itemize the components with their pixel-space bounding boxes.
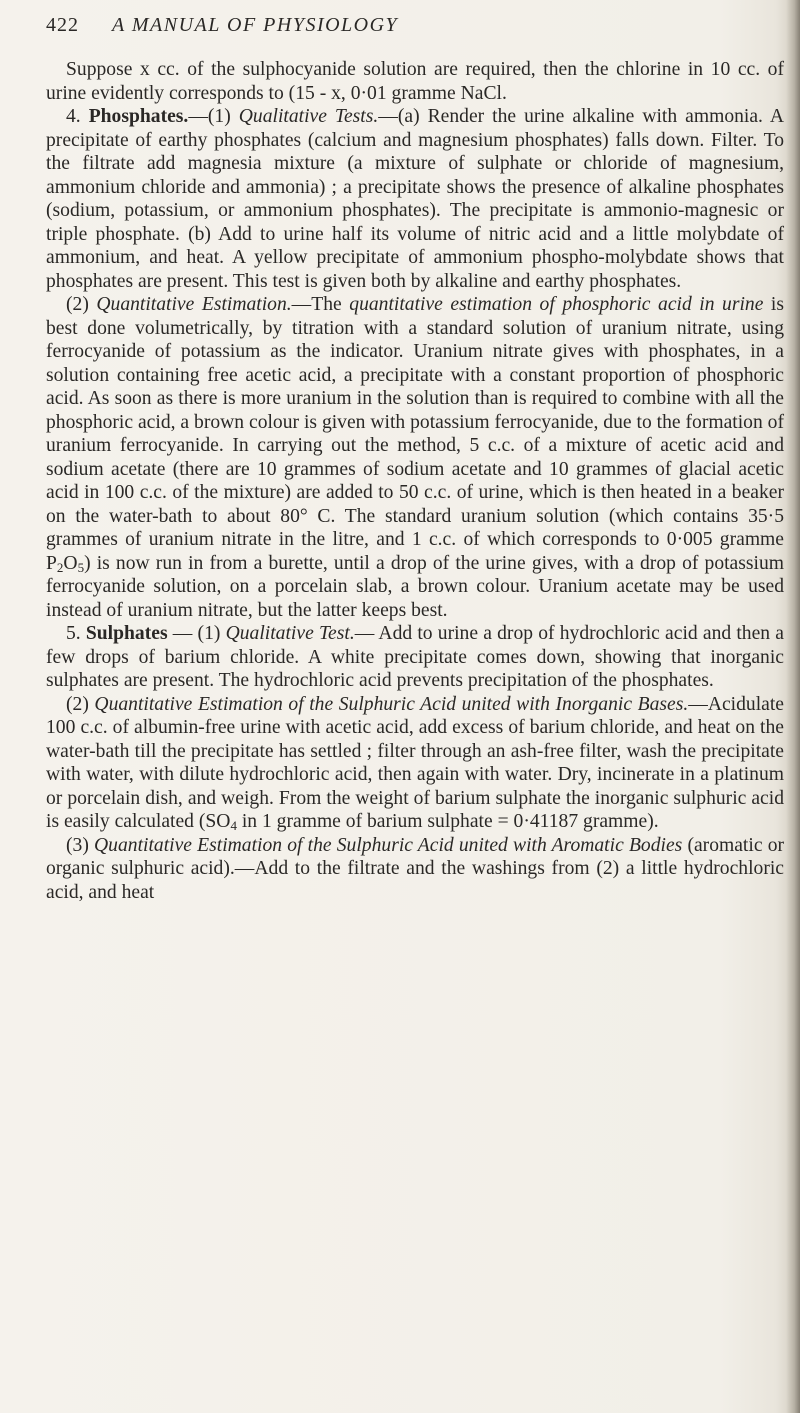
separator: — (1) <box>167 623 226 644</box>
subsection-number: (2) <box>66 693 95 715</box>
paragraph-chlorine-result <box>46 58 784 105</box>
formula-subscript: 5 <box>77 559 85 575</box>
paragraph-sulphates-aromatic <box>46 834 784 905</box>
running-title: A MANUAL OF PHYSIOLOGY <box>112 14 399 36</box>
paragraph-text: —(a) Render the urine alkaline with ammonia. A precipitate of earthy phosphates (calcium and magnesium phosphates) falls down. Filter. To the filtrate add magnesia mixture (a mixture of sulphate or chloride of magnesium, ammonium chloride and ammonia) ; a precipitate shows the presence of alkaline phosphates (sodium, potassium, or ammonium phosphates). The precipitate is ammonio-magnesic or triple phosphate. (b) Add to urine half its volume of nitric acid and a little molybdate of ammonium, and heat. A yellow precipitate of ammonium phospho-molybdate shows that phosphates are present. This test is given both by alkaline and earthy phosphates. <box>46 106 785 292</box>
section-number: 5. <box>66 623 86 644</box>
paragraph-text: —Acidulate 100 c.c. of albumin-free urine with acetic acid, add excess of barium chloride, and heat on the water-bath till the precipitate has settled ; filter through an ash-free filter, wash the precipitate with water, with dilute hydrochloric acid, then again with water. Dry, incinerate in a platinum or porcelain dish, and weigh. From the weight of barium sulphate the inorganic sulphuric acid is easily calculated (SO <box>46 693 784 832</box>
paragraph-text: — Add to urine a drop of hydrochloric acid and then a few drops of barium chloride. A white precipitate comes down, showing that inorganic sulphates are present. The hydrochloric acid prevents precipitation of the phosphates. <box>46 623 784 691</box>
emphasis: quantitative estimation of phosphoric acid in urine <box>349 294 764 315</box>
separator: —The <box>291 294 350 315</box>
formula-subscript: 2 <box>56 559 64 575</box>
section-number: 4. <box>66 106 89 127</box>
subsection-heading: Qualitative Test. <box>225 623 355 644</box>
paragraph-text-continued: ) is now run in from a burette, until a drop of the urine gives, with a drop of potassium ferrocyanide solution, on a porcelain slab, a brown colour. Uranium acetate may be used instead of uranium nitrate, but the latter keeps best. <box>46 552 784 621</box>
subsection-number: (3) <box>66 834 95 856</box>
page-number: 422 <box>46 14 79 36</box>
paragraph-sulphates-inorganic <box>46 693 784 834</box>
body-text <box>46 58 784 904</box>
paragraph-phosphates-qualitative <box>46 105 784 293</box>
formula-p: P <box>46 552 57 574</box>
paragraph-text: (aromatic or organic sulphuric acid).—Add to the filtrate and the washings from (2) a little hydrochloric acid, and heat <box>46 834 785 903</box>
paragraph-text: is best done volumetrically, by titration with a standard solution of uranium nitrate, using ferrocyanide of potassium as the indicator. Uranium nitrate gives with phosphates, in a solution containing free acetic acid, a precipitate with a constant proportion of phosphoric acid. As soon as there is more uranium in the solution than is required to combine with all the phosphoric acid, a brown colour is given with potassium ferrocyanide, due to the formation of uranium ferrocyanide. In carrying out the method, 5 c.c. of a mixture of acetic acid and sodium acetate (there are 10 grammes of sodium acetate and 10 grammes of glacial acetic acid in 100 c.c. of the mixture) are added to 50 c.c. of urine, which is then heated in a beaker on the water-bath to about 80° C. The standard uranium solution (which contains 35·5 grammes of uranium nitrate in the litre, and 1 c.c. of which corresponds to 0·005 gramme <box>46 294 785 550</box>
paragraph-phosphates-quantitative <box>46 293 784 622</box>
subsection-heading: Qualitative Tests. <box>238 106 379 127</box>
subsection-heading: Quantitative Estimation of the Sulphuric Acid united with Aromatic Bodies <box>94 834 683 856</box>
paragraph-sulphates-qualitative <box>46 622 784 693</box>
subsection-heading: Quantitative Estimation. <box>96 294 292 315</box>
paragraph-text: Suppose x cc. of the sulphocyanide solution are required, then the chlorine in 10 cc. of urine evidently corresponds to (15 - x, 0·01 gramme NaCl. <box>46 59 784 104</box>
formula-subscript: 4 <box>230 818 237 833</box>
paragraph-text-continued: in 1 gramme of barium sulphate = 0·41187 gramme). <box>236 811 659 832</box>
subsection-number: (2) <box>66 294 97 315</box>
separator: —(1) <box>188 106 239 127</box>
section-heading: Phosphates. <box>88 106 189 127</box>
subsection-heading: Quantitative Estimation of the Sulphuric Acid united with Inorganic Bases. <box>94 693 689 715</box>
page-edge-shadow <box>786 0 800 1413</box>
formula-o: O <box>63 552 78 574</box>
page-header <box>0 14 800 42</box>
section-heading: Sulphates <box>85 623 168 644</box>
